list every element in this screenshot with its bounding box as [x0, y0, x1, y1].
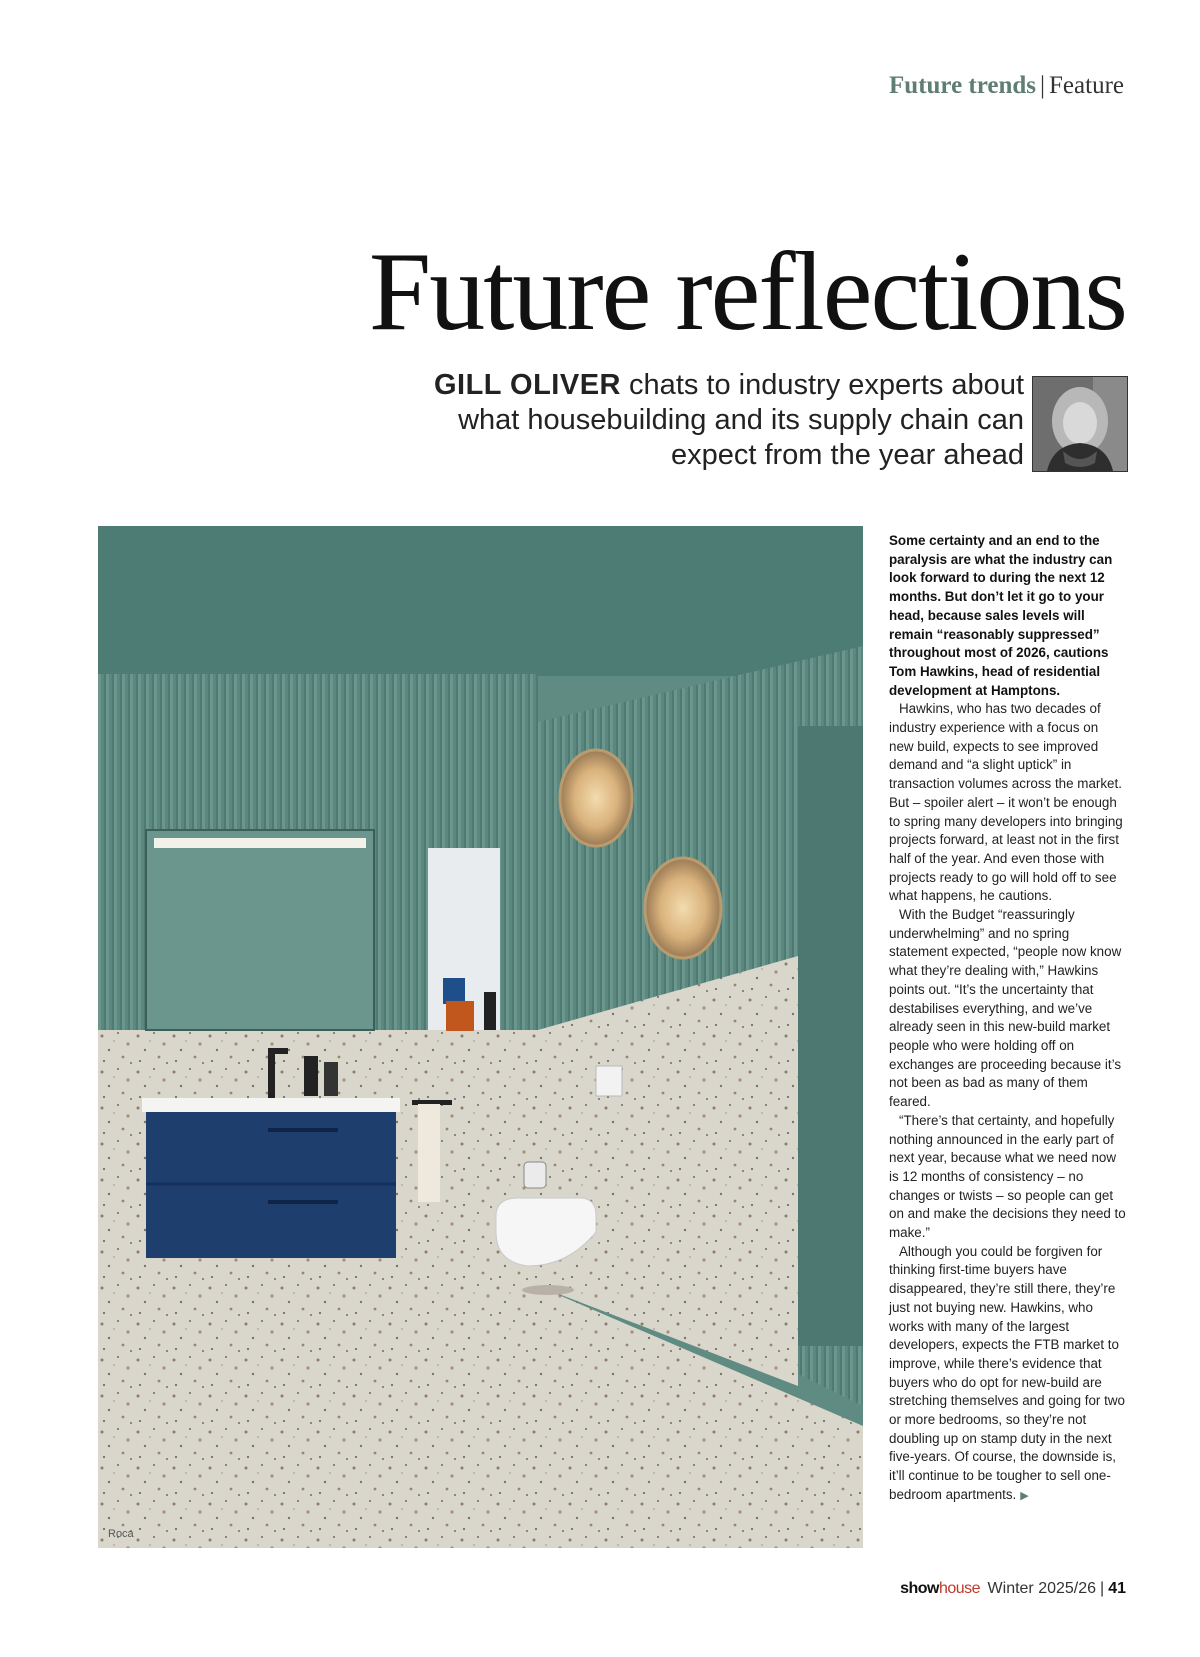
article-type: Feature — [1049, 72, 1124, 99]
brand-house: house — [938, 1580, 981, 1597]
section-kicker — [889, 72, 1124, 100]
section-name: Future trends — [889, 72, 1037, 99]
photo-credit: Roca — [108, 1528, 134, 1540]
brand-show: show — [900, 1580, 939, 1597]
standfirst-text: chats to industry experts about what housebuilding and its supply chain can expect from the year ahead — [458, 369, 1024, 471]
author-byline: GILL OLIVER — [433, 369, 621, 401]
lead-paragraph: Some certainty and an end to the paralysis are what the industry can look forward to during the next 12 months. But don’t let it go to your head, because sales levels will remain “reasonably suppressed” throughout most of 2026, cautions Tom Hawkins, head of residential development at Hamptons. — [889, 533, 1113, 698]
bathroom-illustration — [98, 526, 863, 1548]
standfirst — [384, 368, 1024, 473]
body-paragraph: Hawkins, who has two decades of industry experience with a focus on new build, expects to see improved demand and “a slight uptick” in transaction volumes across the market. But – spoiler alert – it won’t be enough to spring many developers into bringing projects forward, at least not in the first half of the year. And even those with projects ready to go will hold off to see what happens, he cautions. — [889, 701, 1123, 904]
headline: Future reflections — [368, 230, 1126, 354]
body-paragraph-last — [889, 1243, 1126, 1506]
hero-image — [98, 526, 863, 1548]
body-paragraph: “There’s that certainty, and hopefully nothing announced in the early part of next year, because what we need now is 12 months of consistency – no changes or twists – so people can get on and make the decisions they need to make.” — [889, 1112, 1126, 1241]
body-paragraph-text: Although you could be forgiven for thinking first-time buyers have disappeared, they’re still there, they’re just not buying new. Hawkins, who works with many of the largest developers, expects the FTB market to improve, while there’s evidence that buyers who do opt for new-build are stretching themselves and going for two or more bedrooms, so they’re not doubling up on stamp duty in the next five-years. Of course, the downside is, it’ll continue to be tougher to sell one-bedroom apartments. — [889, 1243, 1125, 1502]
kicker-separator: | — [1040, 72, 1046, 99]
footer-separator: | — [1100, 1580, 1105, 1597]
article-body — [889, 532, 1126, 1506]
author-photo — [1032, 376, 1128, 472]
body-paragraph: With the Budget “reassuringly underwhelming” and no spring statement expected, “people now know what they’re dealing with,” Hawkins points out. “It’s the uncertainty that destabilises everything, and we’ve already seen in this new-build market people who were holding off on exchanges are proceeding because it’s not been as bad as many of them feared. — [889, 907, 1122, 1110]
page-footer — [900, 1580, 1126, 1598]
issue-date: Winter 2025/26 — [987, 1580, 1097, 1597]
page-number: 41 — [1108, 1580, 1126, 1597]
continue-arrow-icon: ▶ — [1020, 1489, 1029, 1502]
author-portrait-image — [1033, 377, 1127, 471]
